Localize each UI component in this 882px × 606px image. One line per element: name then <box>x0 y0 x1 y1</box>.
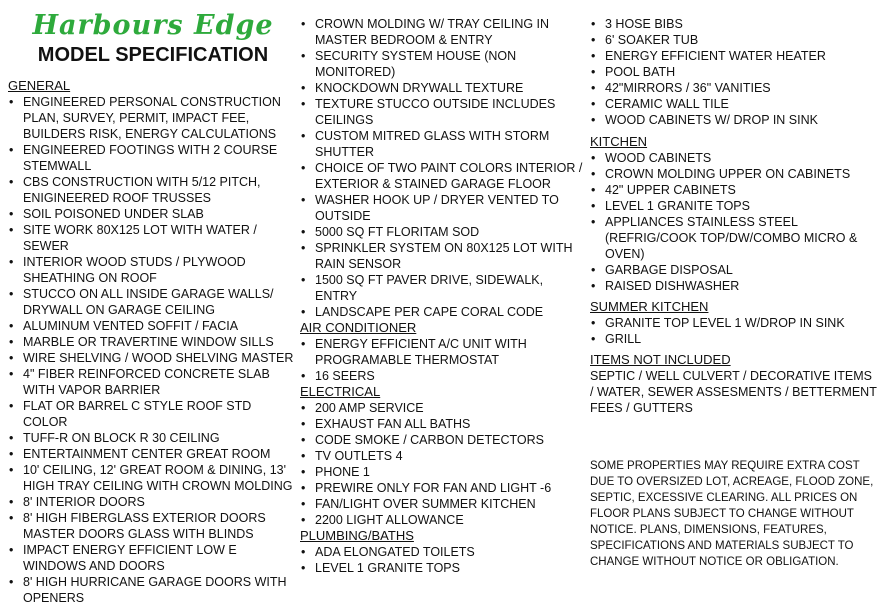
brand-logo-text: Harbours Edge <box>32 10 274 41</box>
list-item <box>300 432 586 448</box>
bullet-icon: • <box>301 129 306 143</box>
list-item-text: 3 HOSE BIBS <box>605 17 683 31</box>
list-item <box>300 400 586 416</box>
bullet-icon: • <box>301 225 306 239</box>
list-item-text: 5000 SQ FT FLORITAM SOD <box>315 225 480 239</box>
bullet-icon: • <box>301 97 306 111</box>
list-item <box>590 262 878 278</box>
list-item-text: SPRINKLER SYSTEM ON 80X125 LOT WITH RAIN SENSOR <box>315 241 573 271</box>
bullet-icon: • <box>301 241 306 255</box>
list-item-text: IMPACT ENERGY EFFICIENT LOW E WINDOWS AND DOORS <box>23 543 237 573</box>
list-item-text: 200 AMP SERVICE <box>315 401 424 415</box>
bullet-icon: • <box>591 17 596 31</box>
list-item-text: ENTERTAINMENT CENTER GREAT ROOM <box>23 447 271 461</box>
list-item <box>590 32 878 48</box>
bullet-icon: • <box>9 463 14 477</box>
list-item <box>300 224 586 240</box>
list-item <box>590 198 878 214</box>
list-item-text: GARBAGE DISPOSAL <box>605 263 733 277</box>
list-item <box>8 286 296 318</box>
list-item <box>300 464 586 480</box>
list-item-text: WOOD CABINETS <box>605 151 712 165</box>
list-item <box>590 278 878 294</box>
bullet-icon: • <box>301 465 306 479</box>
list-item-text: 8' HIGH HURRICANE GARAGE DOORS WITH OPENERS <box>23 575 287 605</box>
list-item-text: PHONE 1 <box>315 465 370 479</box>
bullet-icon: • <box>9 143 14 157</box>
bullet-icon: • <box>301 369 306 383</box>
list-item-text: WIRE SHELVING / WOOD SHELVING MASTER <box>23 351 294 365</box>
page-title: MODEL SPECIFICATION <box>37 44 269 66</box>
bullet-icon: • <box>591 33 596 47</box>
list-general <box>8 94 296 606</box>
list-item-text: 4" FIBER REINFORCED CONCRETE SLAB WITH VAPOR BARRIER <box>23 367 270 397</box>
list-item-text: ENERGY EFFICIENT WATER HEATER <box>605 49 826 63</box>
list-item <box>590 16 878 32</box>
bullet-icon: • <box>591 97 596 111</box>
bullet-icon: • <box>591 332 596 346</box>
section-heading-summer-kitchen: SUMMER KITCHEN <box>590 299 709 314</box>
bullet-icon: • <box>301 81 306 95</box>
section-heading-plumbing: PLUMBING/BATHS <box>300 528 414 543</box>
bullet-icon: • <box>591 279 596 293</box>
list-item <box>300 544 586 560</box>
list-item <box>8 206 296 222</box>
bullet-icon: • <box>591 199 596 213</box>
list-item-text: 1500 SQ FT PAVER DRIVE, SIDEWALK, ENTRY <box>315 273 544 303</box>
list-item-text: 6' SOAKER TUB <box>605 33 699 47</box>
list-item <box>300 160 586 192</box>
list-item <box>8 574 296 606</box>
list-item-text: GRILL <box>605 332 642 346</box>
bullet-icon: • <box>301 481 306 495</box>
list-item <box>590 150 878 166</box>
disclaimer-text: SOME PROPERTIES MAY REQUIRE EXTRA COST DUE TO OVERSIZED LOT, ACREAGE, FLOOD ZONE, SEPTIC, EXCESSIVE CLEARING. ALL PRICES ON FLOOR PLANS SUBJECT TO CHANGE WITHOUT NOTICE. PLANS, DIMENSIONS, FEATURES, SPECIFICATIONS AND MATERIALS SUBJECT TO CHANGE WITHOUT NOTICE OR OBLIGATION. <box>590 460 874 568</box>
list-item <box>300 368 586 384</box>
list-item-text: TUFF-R ON BLOCK R 30 CEILING <box>23 431 220 445</box>
list-item-text: WASHER HOOK UP / DRYER VENTED TO OUTSIDE <box>315 193 559 223</box>
list-item-text: GRANITE TOP LEVEL 1 W/DROP IN SINK <box>605 316 845 330</box>
list-item <box>8 334 296 350</box>
bullet-icon: • <box>9 543 14 557</box>
list-item <box>8 542 296 574</box>
column-left <box>8 0 296 606</box>
list-plumbing-continued <box>590 16 878 128</box>
list-summer-kitchen <box>590 315 878 347</box>
list-item <box>300 48 586 80</box>
list-item <box>8 350 296 366</box>
list-item-text: FLAT OR BARREL C STYLE ROOF STD COLOR <box>23 399 252 429</box>
list-item <box>300 480 586 496</box>
bullet-icon: • <box>301 161 306 175</box>
bullet-icon: • <box>9 95 14 109</box>
list-item-text: CERAMIC WALL TILE <box>605 97 729 111</box>
list-item-text: POOL BATH <box>605 65 676 79</box>
items-not-included-text: SEPTIC / WELL CULVERT / DECORATIVE ITEMS / WATER, SEWER ASSESMENTS / BETTERMENT FEES / GUTTERS <box>590 369 877 415</box>
list-item-text: RAISED DISHWASHER <box>605 279 740 293</box>
section-heading-kitchen: KITCHEN <box>590 134 648 149</box>
list-kitchen <box>590 150 878 294</box>
list-item <box>8 510 296 542</box>
list-item-text: 8' INTERIOR DOORS <box>23 495 145 509</box>
bullet-icon: • <box>9 367 14 381</box>
list-item <box>300 448 586 464</box>
list-item-text: ENGINEERED FOOTINGS WITH 2 COURSE STEMWALL <box>23 143 278 173</box>
list-item-text: KNOCKDOWN DRYWALL TEXTURE <box>315 81 524 95</box>
bullet-icon: • <box>301 401 306 415</box>
list-item-text: EXHAUST FAN ALL BATHS <box>315 417 471 431</box>
list-item-text: TEXTURE STUCCO OUTSIDE INCLUDES CEILINGS <box>315 97 556 127</box>
list-item <box>8 318 296 334</box>
bullet-icon: • <box>301 273 306 287</box>
bullet-icon: • <box>9 175 14 189</box>
bullet-icon: • <box>591 215 596 229</box>
list-item-text: PREWIRE ONLY FOR FAN AND LIGHT -6 <box>315 481 552 495</box>
list-item <box>300 128 586 160</box>
bullet-icon: • <box>9 255 14 269</box>
list-item <box>590 80 878 96</box>
list-air-conditioner <box>300 336 586 384</box>
list-item <box>590 214 878 262</box>
list-item-text: SECURITY SYSTEM HOUSE (NON MONITORED) <box>315 49 517 79</box>
list-item-text: CHOICE OF TWO PAINT COLORS INTERIOR / EXTERIOR & STAINED GARAGE FLOOR <box>315 161 583 191</box>
list-item-text: 42"MIRRORS / 36" VANITIES <box>605 81 771 95</box>
list-item-text: CBS CONSTRUCTION WITH 5/12 PITCH, ENIGINEERED ROOF TRUSSES <box>23 175 261 205</box>
bullet-icon: • <box>301 545 306 559</box>
list-item-text: CODE SMOKE / CARBON DETECTORS <box>315 433 544 447</box>
list-item <box>300 560 586 576</box>
list-item-text: LEVEL 1 GRANITE TOPS <box>315 561 460 575</box>
bullet-icon: • <box>301 513 306 527</box>
list-item <box>300 336 586 368</box>
column-right <box>590 16 878 570</box>
list-item-text: WOOD CABINETS W/ DROP IN SINK <box>605 113 818 127</box>
list-item <box>8 142 296 174</box>
section-heading-air-conditioner: AIR CONDITIONER <box>300 320 417 335</box>
bullet-icon: • <box>301 49 306 63</box>
bullet-icon: • <box>591 263 596 277</box>
bullet-icon: • <box>591 65 596 79</box>
list-item-text: CROWN MOLDING W/ TRAY CEILING IN MASTER BEDROOM & ENTRY <box>315 17 550 47</box>
list-item-text: LANDSCAPE PER CAPE CORAL CODE <box>315 305 544 319</box>
list-electrical <box>300 400 586 528</box>
list-item <box>8 222 296 254</box>
bullet-icon: • <box>301 193 306 207</box>
list-item-text: ADA ELONGATED TOILETS <box>315 545 475 559</box>
list-item <box>8 254 296 286</box>
list-item <box>8 430 296 446</box>
bullet-icon: • <box>591 113 596 127</box>
list-item-text: 10' CEILING, 12' GREAT ROOM & DINING, 13' HIGH TRAY CEILING WITH CROWN MOLDING <box>23 463 293 493</box>
list-item <box>8 494 296 510</box>
bullet-icon: • <box>591 151 596 165</box>
bullet-icon: • <box>9 335 14 349</box>
section-heading-general: GENERAL <box>8 78 71 93</box>
bullet-icon: • <box>591 49 596 63</box>
list-item-text: STUCCO ON ALL INSIDE GARAGE WALLS/ DRYWALL ON GARAGE CEILING <box>23 287 274 317</box>
bullet-icon: • <box>9 399 14 413</box>
bullet-icon: • <box>301 433 306 447</box>
list-item-text: ALUMINUM VENTED SOFFIT / FACIA <box>23 319 239 333</box>
list-item <box>300 304 586 320</box>
list-item-text: 16 SEERS <box>315 369 375 383</box>
bullet-icon: • <box>9 287 14 301</box>
bullet-icon: • <box>301 305 306 319</box>
list-item <box>8 174 296 206</box>
bullet-icon: • <box>301 497 306 511</box>
list-item-text: MARBLE OR TRAVERTINE WINDOW SILLS <box>23 335 274 349</box>
bullet-icon: • <box>9 575 14 589</box>
list-item-text: 8' HIGH FIBERGLASS EXTERIOR DOORS MASTER DOORS GLASS WITH BLINDS <box>23 511 266 541</box>
list-item <box>300 416 586 432</box>
list-item <box>590 64 878 80</box>
list-item <box>300 192 586 224</box>
list-item <box>590 112 878 128</box>
list-item <box>300 512 586 528</box>
bullet-icon: • <box>9 431 14 445</box>
list-item <box>300 240 586 272</box>
bullet-icon: • <box>301 337 306 351</box>
bullet-icon: • <box>591 81 596 95</box>
list-item-text: SITE WORK 80X125 LOT WITH WATER / SEWER <box>23 223 257 253</box>
list-item <box>590 315 878 331</box>
bullet-icon: • <box>9 319 14 333</box>
list-item <box>590 96 878 112</box>
list-item <box>8 366 296 398</box>
bullet-icon: • <box>9 207 14 221</box>
bullet-icon: • <box>591 167 596 181</box>
list-item-text: APPLIANCES STAINLESS STEEL (REFRIG/COOK TOP/DW/COMBO MICRO & OVEN) <box>605 215 858 261</box>
bullet-icon: • <box>9 447 14 461</box>
list-item-text: CROWN MOLDING UPPER ON CABINETS <box>605 167 851 181</box>
list-item <box>8 446 296 462</box>
bullet-icon: • <box>9 495 14 509</box>
section-heading-electrical: ELECTRICAL <box>300 384 381 399</box>
list-item <box>8 462 296 494</box>
list-item <box>590 182 878 198</box>
list-item-text: CUSTOM MITRED GLASS WITH STORM SHUTTER <box>315 129 550 159</box>
list-item <box>300 496 586 512</box>
bullet-icon: • <box>591 316 596 330</box>
list-item <box>300 96 586 128</box>
bullet-icon: • <box>301 561 306 575</box>
column-middle <box>300 16 586 576</box>
list-general-continued <box>300 16 586 320</box>
list-item <box>300 272 586 304</box>
list-item <box>590 48 878 64</box>
list-item-text: ENGINEERED PERSONAL CONSTRUCTION PLAN, SURVEY, PERMIT, IMPACT FEE, BUILDERS RISK, ENERGY CALCULATIONS <box>23 95 281 141</box>
bullet-icon: • <box>9 351 14 365</box>
bullet-icon: • <box>9 511 14 525</box>
list-item <box>8 94 296 142</box>
list-item <box>590 166 878 182</box>
bullet-icon: • <box>9 223 14 237</box>
bullet-icon: • <box>301 17 306 31</box>
list-item <box>300 16 586 48</box>
section-heading-items-not-included: ITEMS NOT INCLUDED <box>590 352 731 367</box>
list-item <box>590 331 878 347</box>
bullet-icon: • <box>591 183 596 197</box>
list-item-text: INTERIOR WOOD STUDS / PLYWOOD SHEATHING ON ROOF <box>23 255 246 285</box>
list-item-text: SOIL POISONED UNDER SLAB <box>23 207 204 221</box>
list-plumbing <box>300 544 586 576</box>
list-item-text: LEVEL 1 GRANITE TOPS <box>605 199 750 213</box>
list-item-text: ENERGY EFFICIENT A/C UNIT WITH PROGRAMABLE THERMOSTAT <box>315 337 527 367</box>
bullet-icon: • <box>301 449 306 463</box>
bullet-icon: • <box>301 417 306 431</box>
list-item-text: FAN/LIGHT OVER SUMMER KITCHEN <box>315 497 536 511</box>
list-item <box>8 398 296 430</box>
list-item-text: 42" UPPER CABINETS <box>605 183 736 197</box>
list-item <box>300 80 586 96</box>
list-item-text: 2200 LIGHT ALLOWANCE <box>315 513 464 527</box>
list-item-text: TV OUTLETS 4 <box>315 449 403 463</box>
